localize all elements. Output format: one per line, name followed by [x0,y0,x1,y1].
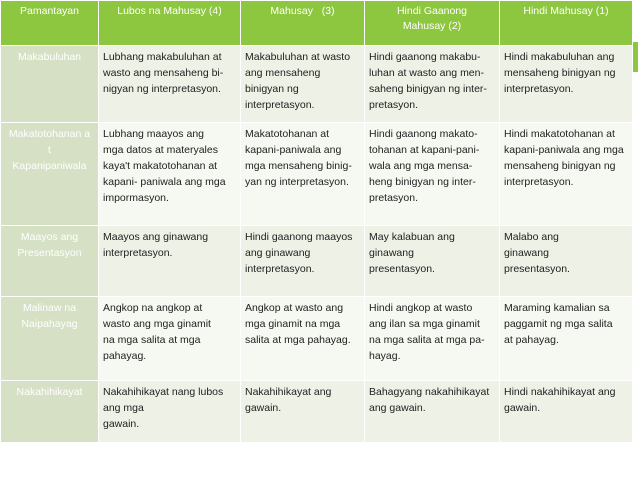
table-cell: Angkop na angkop at wasto ang mga ginamit na mga salita at mga pahayag. [99,297,241,381]
table-cell: Hindi gaanong maayos ang ginawang interpretasyon. [241,226,365,297]
header-hindi-mahusay: Hindi Mahusay (1) [500,1,633,46]
table-cell: Bahagyang nakahihikayat ang gawain. [365,381,500,443]
table-cell: Maraming kamalian sa paggamit ng mga salita at pahayag. [500,297,633,381]
table-row [1,226,633,297]
table-cell: Lubhang makabuluhan at wasto ang mensaheng bi- nigyan ng interpretasyon. [99,46,241,123]
table-row [1,123,633,226]
table-cell: Hindi makabuluhan ang mensaheng binigyan ng interpretasyon. [500,46,633,123]
header-mahusay: Mahusay (3) [241,1,365,46]
table-row [1,297,633,381]
table-cell: Hindi gaanong makato- tohanan at kapani-pani- wala ang mga mensa- heng binigyan ng inter- pretasyon. [365,123,500,226]
table-cell: Makabuluhan at wasto ang mensaheng binigyan ng interpretasyon. [241,46,365,123]
table-cell: Lubhang maayos ang mga datos at materyales kaya't makatotohanan at kapani- paniwala ang mga impormasyon. [99,123,241,226]
criterion-cell: Makatotohanan a t Kapanipaniwala [1,123,99,226]
header-pamantayan: Pamantayan [1,1,99,46]
header-hindi-gaanong-mahusay: Hindi Gaanong Mahusay (2) [365,1,500,46]
table-cell: Maayos ang ginawang interpretasyon. [99,226,241,297]
table-cell: Hindi angkop at wasto ang ilan sa mga ginamit na mga salita at mga pa- hayag. [365,297,500,381]
criterion-cell: Nakahihikayat [1,381,99,443]
header-row [1,1,633,46]
table-cell: Hindi nakahihikayat ang gawain. [500,381,633,443]
criterion-cell: Malinaw na Naipahayag [1,297,99,381]
table-cell: Nakahihikayat ang gawain. [241,381,365,443]
header-lubos-na-mahusay: Lubos na Mahusay (4) [99,1,241,46]
criterion-cell: Maayos ang Presentasyon [1,226,99,297]
table-cell: Makatotohanan at kapani-paniwala ang mga mensaheng binig- yan ng interpretasyon. [241,123,365,226]
table-cell: Hindi makatotohanan at kapani-paniwala ang mga mensaheng binigyan ng interpretasyon. [500,123,633,226]
table-row [1,46,633,123]
table-cell: Malabo ang ginawang presentasyon. [500,226,633,297]
table-cell: May kalabuan ang ginawang presentasyon. [365,226,500,297]
table-cell: Angkop at wasto ang mga ginamit na mga salita at mga pahayag. [241,297,365,381]
table-cell: Hindi gaanong makabu- luhan at wasto ang men- saheng binigyan ng inter- pretasyon. [365,46,500,123]
table-row [1,381,633,443]
criterion-cell: Makabuluhan [1,46,99,123]
table-cell: Nakahihikayat nang lubos ang mga gawain. [99,381,241,443]
